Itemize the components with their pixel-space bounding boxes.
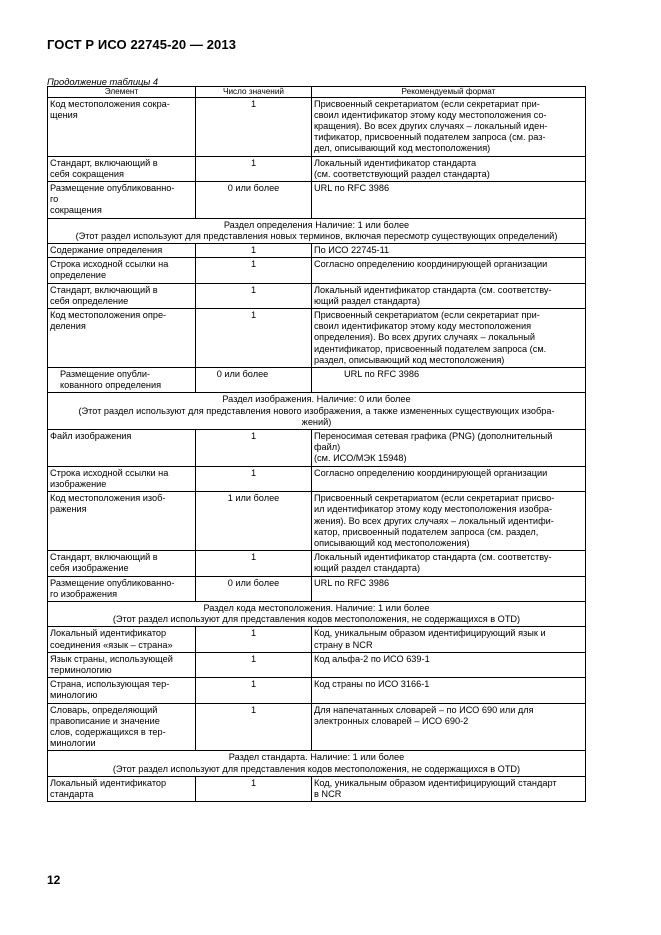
column-header-format: Рекомендуемый формат	[312, 87, 586, 98]
element-cell: Язык страны, использующей терминологию	[48, 652, 196, 677]
recommended-format-cell: Код альфа-2 по ИСО 639-1	[312, 652, 586, 677]
recommended-format-cell: URL по RFC 3986	[312, 182, 586, 219]
recommended-format-cell: URL по RFC 3986	[312, 368, 586, 393]
recommended-format-cell: Код, уникальным образом идентифицирующий стандарт в NCR	[312, 776, 586, 801]
table-row	[48, 368, 586, 393]
document-header: ГОСТ Р ИСО 22745-20 — 2013	[47, 37, 237, 52]
table-row	[48, 97, 586, 156]
value-count-cell: 1	[196, 309, 312, 368]
table-row	[48, 258, 586, 283]
element-cell: Файл изображения	[48, 430, 196, 467]
recommended-format-cell: Код, уникальным образом идентифицирующий язык и страну в NCR	[312, 627, 586, 652]
recommended-format-cell: Локальный идентификатор стандарта (см. соответствующий раздел стандарта)	[312, 156, 586, 181]
table-row	[48, 309, 586, 368]
table-row	[48, 627, 586, 652]
table-row	[48, 652, 586, 677]
recommended-format-cell: Присвоенный секретариатом (если секретариат при- своил идентификатор этому коду местоположения определения). Во всех других случаях – локальный идентификатор, присвоенный подателем запроса (см. раздел, описывающий код местоположения)	[312, 309, 586, 368]
value-count-cell: 1	[196, 244, 312, 258]
value-count-cell: 1	[196, 652, 312, 677]
table-row	[48, 182, 586, 219]
table-row	[48, 678, 586, 703]
table-row	[48, 776, 586, 801]
section-header-row	[48, 601, 586, 626]
recommended-format-cell: Для напечатанных словарей – по ИСО 690 или для электронных словарей – ИСО 690-2	[312, 703, 586, 751]
value-count-cell: 1	[196, 97, 312, 156]
value-count-cell: 1	[196, 258, 312, 283]
recommended-format-cell: По ИСО 22745-11	[312, 244, 586, 258]
value-count-cell: 1	[196, 627, 312, 652]
value-count-cell: 0 или более	[196, 576, 312, 601]
element-cell: Локальный идентификатор соединения «язык – страна»	[48, 627, 196, 652]
value-count-cell: 0 или более	[196, 182, 312, 219]
element-cell: Строка исходной ссылки на изображение	[48, 466, 196, 491]
section-header-text: Раздел определения Наличие: 1 или более (Этот раздел используют для представления новых терминов, включая пересмотр существующих определений)	[48, 218, 586, 243]
format-table	[47, 86, 586, 802]
element-cell: Код местоположения опре- деления	[48, 309, 196, 368]
element-cell: Размещение опубли- кованного определения	[48, 368, 196, 393]
table-row	[48, 492, 586, 551]
value-count-cell: 1	[196, 283, 312, 308]
recommended-format-cell: Локальный идентификатор стандарта (см. соответству- ющий раздел стандарта)	[312, 551, 586, 576]
element-cell: Код местоположения изоб- ражения	[48, 492, 196, 551]
section-header-row	[48, 393, 586, 430]
value-count-cell: 1	[196, 551, 312, 576]
section-header-row	[48, 218, 586, 243]
value-count-cell: 1	[196, 703, 312, 751]
element-cell: Размещение опубликованно- го изображения	[48, 576, 196, 601]
column-header-count: Число значений	[196, 87, 312, 98]
element-cell: Стандарт, включающий в себя сокращения	[48, 156, 196, 181]
recommended-format-cell: Согласно определению координирующей организации	[312, 258, 586, 283]
table-row	[48, 703, 586, 751]
recommended-format-cell: Переносимая сетевая графика (PNG) (дополнительный файл) (см. ИСО/МЭК 15948)	[312, 430, 586, 467]
recommended-format-cell: URL по RFC 3986	[312, 576, 586, 601]
recommended-format-cell: Локальный идентификатор стандарта (см. соответству- ющий раздел стандарта)	[312, 283, 586, 308]
element-cell: Словарь, определяющий правописание и значение слов, содержащихся в тер- минологии	[48, 703, 196, 751]
table-body	[48, 97, 586, 802]
table-row	[48, 244, 586, 258]
table-row	[48, 551, 586, 576]
section-header-text: Раздел стандарта. Наличие: 1 или более (Этот раздел используют для представления кодов местоположения, не содержащихся в OTD)	[48, 751, 586, 776]
value-count-cell: 1 или более	[196, 492, 312, 551]
section-header-row	[48, 751, 586, 776]
value-count-cell: 0 или более	[196, 368, 312, 393]
recommended-format-cell: Согласно определению координирующей организации	[312, 466, 586, 491]
value-count-cell: 1	[196, 776, 312, 801]
element-cell: Страна, использующая тер- минологию	[48, 678, 196, 703]
value-count-cell: 1	[196, 430, 312, 467]
table-row	[48, 576, 586, 601]
element-cell: Размещение опубликованно- го сокращения	[48, 182, 196, 219]
table-row	[48, 156, 586, 181]
table-row	[48, 283, 586, 308]
table-row	[48, 430, 586, 467]
value-count-cell: 1	[196, 678, 312, 703]
element-cell: Код местоположения сокра- щения	[48, 97, 196, 156]
element-cell: Содержание определения	[48, 244, 196, 258]
element-cell: Стандарт, включающий в себя изображение	[48, 551, 196, 576]
element-cell: Стандарт, включающий в себя определение	[48, 283, 196, 308]
recommended-format-cell: Присвоенный секретариатом (если секретариат присво- ил идентификатор этому коду местоположения изобра- жения). Во всех других случаях – локальный идентифи- катор, присвоенный подателем запроса (см. раздел, описывающий код местоположения)	[312, 492, 586, 551]
recommended-format-cell: Код страны по ИСО 3166-1	[312, 678, 586, 703]
column-header-element: Элемент	[48, 87, 196, 98]
section-header-text: Раздел изображения. Наличие: 0 или более (Этот раздел используют для представления нового изображения, а также измененных существующих изобра- жений)	[48, 393, 586, 430]
page-number: 12	[47, 873, 61, 887]
value-count-cell: 1	[196, 156, 312, 181]
section-header-text: Раздел кода местоположения. Наличие: 1 или более (Этот раздел используют для представления кодов местоположения, не содержащихся в OTD)	[48, 601, 586, 626]
element-cell: Локальный идентификатор стандарта	[48, 776, 196, 801]
table-continuation-caption: Продолжение таблицы 4	[47, 76, 159, 87]
table-header-row	[48, 87, 586, 98]
value-count-cell: 1	[196, 466, 312, 491]
element-cell: Строка исходной ссылки на определение	[48, 258, 196, 283]
recommended-format-cell: Присвоенный секретариатом (если секретариат при- своил идентификатор этому коду местоположения со- кращения). Во всех других случаях – локальный иден- тификатор, присвоенный подателем запроса (см. раз- дел, описывающий код местоположения)	[312, 97, 586, 156]
table-row	[48, 466, 586, 491]
